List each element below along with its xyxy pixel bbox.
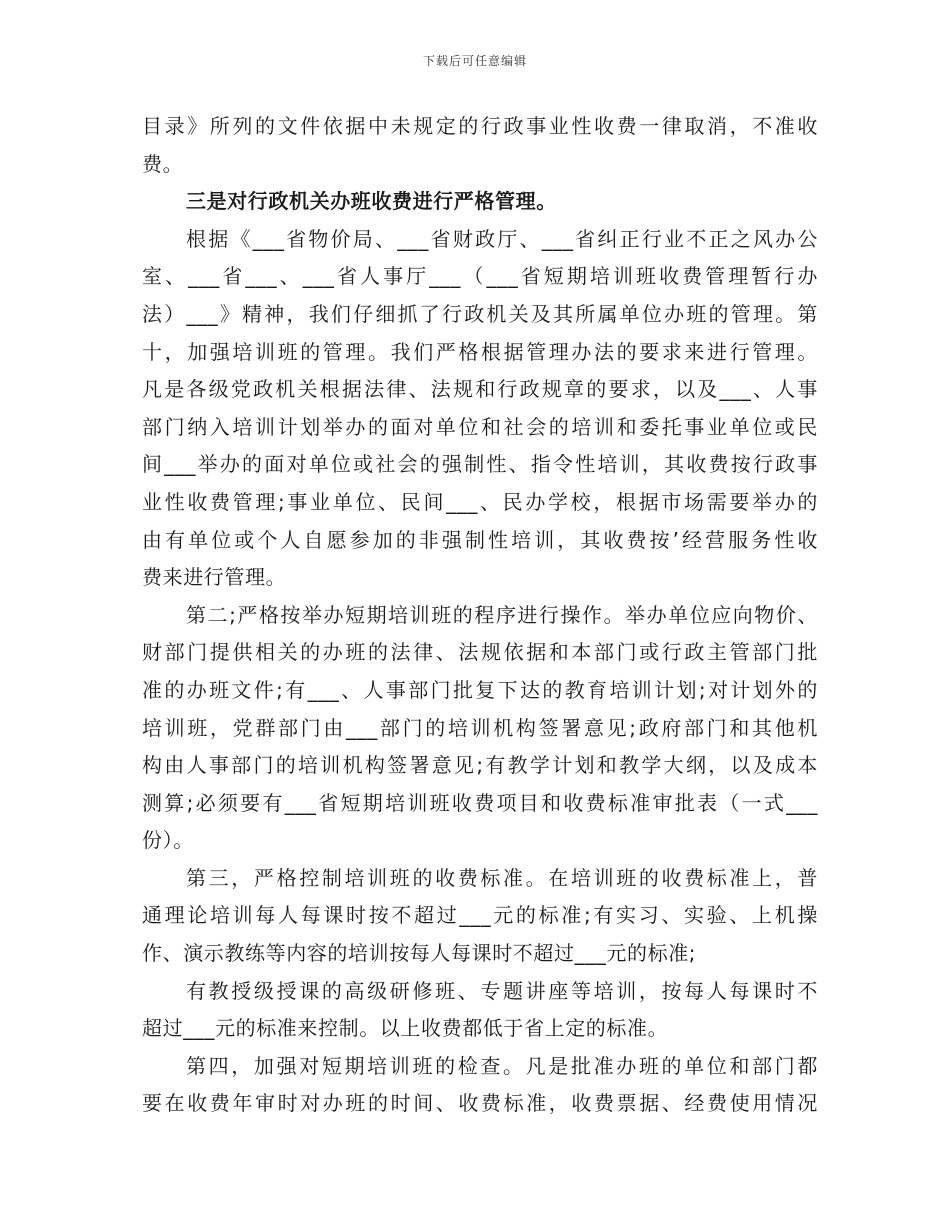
text-line: 第四，加强对短期培训班的检查。凡是批准办班的单位和部门都 <box>186 1053 818 1078</box>
text-line: 超过___元的标准来控制。以上收费都低于省上定的标准。 <box>142 1016 669 1041</box>
text-line: 第二;严格按举办短期培训班的程序进行操作。举办单位应向物价、 <box>186 602 818 627</box>
text-line: 根据《___省物价局、___省财政厅、___省纠正行业不正之风办公 <box>186 226 818 251</box>
text-line: 凡是各级党政机关根据法律、法规和行政规章的要求，以及___、人事 <box>142 377 818 402</box>
text-line: 由有单位或个人自愿参加的非强制性培训，其收费按’经营服务性收 <box>142 527 818 552</box>
text-line: 测算;必须要有___省短期培训班收费项目和收费标准审批表（一式___ <box>142 790 818 815</box>
text-line: 培训班，党群部门由___部门的培训机构签署意见;政府部门和其他机 <box>142 715 818 740</box>
text-line: 通理论培训每人每课时按不超过___元的标准;有实习、实验、上机操 <box>142 903 818 928</box>
text-line: 目录》所列的文件依据中未规定的行政事业性收费一律取消，不准收 <box>142 114 818 138</box>
page-header: 下载后可任意编辑 <box>422 54 527 68</box>
text-line: 法）___》精神，我们仔细抓了行政机关及其所属单位办班的管理。第 <box>142 301 818 326</box>
text-line: 间___举办的面对单位或社会的强制性、指令性培训，其收费按行政事 <box>142 452 818 477</box>
text-line: 构由人事部门的培训机构签署意见;有教学计划和教学大纲，以及成本 <box>142 753 818 778</box>
text-line: 费来进行管理。 <box>142 565 287 590</box>
text-line: 三是对行政机关办班收费进行严格管理。 <box>186 189 557 214</box>
text-line: 十，加强培训班的管理。我们严格根据管理办法的要求来进行管理。 <box>142 339 818 364</box>
text-line: 第三，严格控制培训班的收费标准。在培训班的收费标准上，普 <box>186 865 818 890</box>
text-line: 要在收费年审时对办班的时间、收费标准，收费票据、经费使用情况 <box>142 1091 818 1116</box>
text-line: 部门纳入培训计划举办的面对单位和社会的培训和委托事业单位或民 <box>142 414 818 439</box>
text-line: 作、演示教练等内容的培训按每人每课时不超过___元的标准; <box>142 941 697 966</box>
text-line: 份）。 <box>142 828 194 853</box>
text-line: 准的办班文件;有___、人事部门批复下达的教育培训计划;对计划外的 <box>142 677 818 702</box>
text-line: 有教授级授课的高级研修班、专题讲座等培训，按每人每课时不 <box>186 978 818 1003</box>
text-line: 业性收费管理;事业单位、民间___、民办学校，根据市场需要举办的 <box>142 489 818 514</box>
text-line: 费。 <box>142 151 184 176</box>
text-line: 财部门提供相关的办班的法律、法规依据和本部门或行政主管部门批 <box>142 640 818 665</box>
text-line: 室、___省___、___省人事厅___（___省短期培训班收费管理暂行办 <box>142 264 818 289</box>
document-body <box>142 108 818 1123</box>
